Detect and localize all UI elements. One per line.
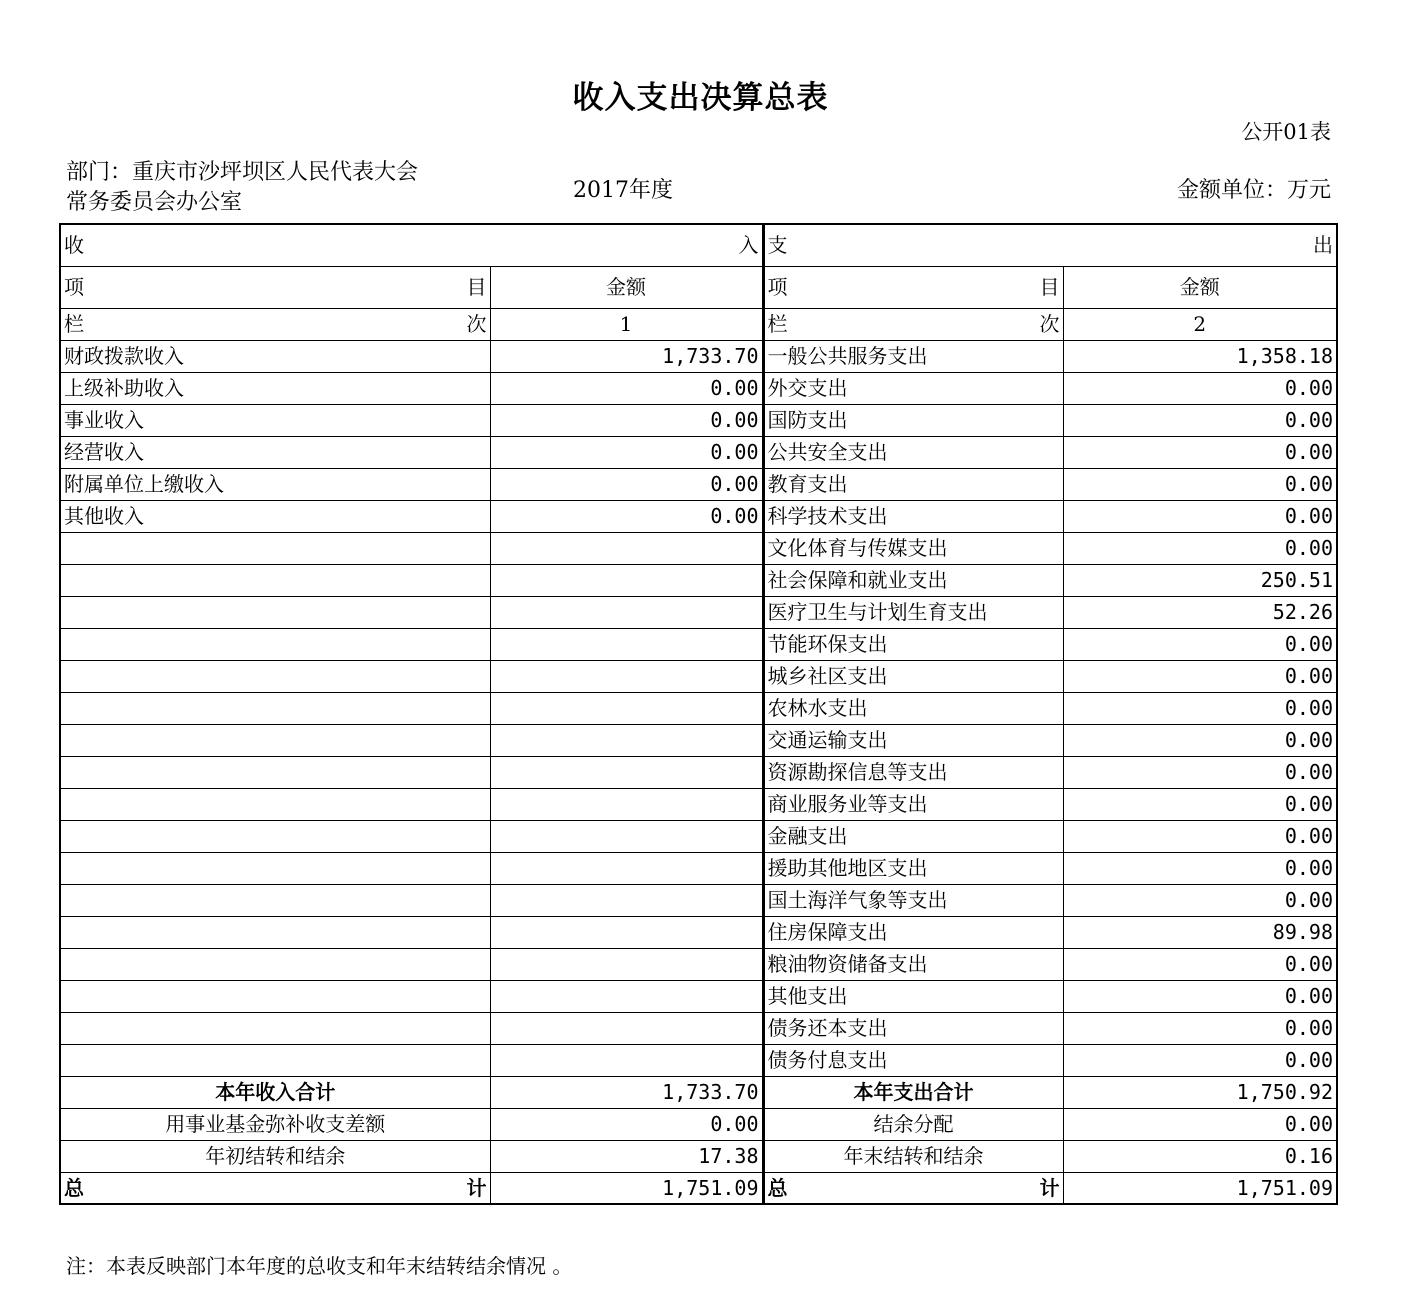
income-amount [490,724,763,756]
expense-amount: 0.00 [1063,1044,1337,1076]
section-header-row [60,224,1337,266]
income-item [60,1044,490,1076]
department-line-2: 常务委员会办公室 [66,190,243,215]
carryover-row [60,1140,1337,1172]
income-amount: 0.00 [490,500,763,532]
expense-amount: 0.00 [1063,468,1337,500]
income-total-label: 本年收入合计 [60,1076,490,1108]
income-item: 其他收入 [60,500,490,532]
expense-amount: 0.00 [1063,660,1337,692]
expense-item: 城乡社区支出 [763,660,1063,692]
expense-item: 社会保障和就业支出 [763,564,1063,596]
expense-amount: 0.00 [1063,884,1337,916]
expense-amount: 0.00 [1063,820,1337,852]
income-item [60,948,490,980]
income-item: 附属单位上缴收入 [60,468,490,500]
table-row [60,788,1337,820]
expense-amount: 52.26 [1063,596,1337,628]
ending-balance-label: 年末结转和结余 [763,1140,1063,1172]
income-amount [490,916,763,948]
income-amount [490,788,763,820]
expense-item: 粮油物资储备支出 [763,948,1063,980]
expense-total: 1,750.92 [1063,1076,1337,1108]
income-item: 事业收入 [60,404,490,436]
expense-amount: 0.00 [1063,404,1337,436]
expense-grand-total-label: 总 计 [763,1172,1063,1204]
income-amount [490,820,763,852]
income-item [60,756,490,788]
income-section-header: 收 入 [60,224,763,266]
fund-row [60,1108,1337,1140]
table-row [60,468,1337,500]
income-item: 经营收入 [60,436,490,468]
income-item [60,980,490,1012]
income-amount [490,756,763,788]
expense-amount: 250.51 [1063,564,1337,596]
expense-amount: 0.00 [1063,852,1337,884]
table-row [60,948,1337,980]
table-row [60,372,1337,404]
expense-section-header: 支 出 [763,224,1337,266]
expense-amount: 0.00 [1063,500,1337,532]
income-amount [490,532,763,564]
income-item [60,692,490,724]
table-row [60,404,1337,436]
income-item [60,628,490,660]
income-amount-header: 金额 [490,266,763,308]
table-row [60,532,1337,564]
table-row [60,852,1337,884]
income-amount: 0.00 [490,436,763,468]
table-number: 公开01表 [1241,120,1331,144]
expense-item: 住房保障支出 [763,916,1063,948]
income-item [60,532,490,564]
ending-balance-amount: 0.16 [1063,1140,1337,1172]
table-row [60,1012,1337,1044]
expense-item: 其他支出 [763,980,1063,1012]
expense-item: 商业服务业等支出 [763,788,1063,820]
income-item-header: 项 目 [60,266,490,308]
expense-amount: 0.00 [1063,436,1337,468]
expense-item: 交通运输支出 [763,724,1063,756]
expense-amount: 0.00 [1063,756,1337,788]
expense-item: 科学技术支出 [763,500,1063,532]
fiscal-year: 2017年度 [573,178,673,203]
income-item [60,564,490,596]
income-col-number: 1 [490,308,763,340]
expense-item: 国土海洋气象等支出 [763,884,1063,916]
total-row [60,1076,1337,1108]
income-item: 上级补助收入 [60,372,490,404]
table-row [60,660,1337,692]
table-row [60,628,1337,660]
income-item [60,820,490,852]
beginning-balance-amount: 17.38 [490,1140,763,1172]
expense-item: 援助其他地区支出 [763,852,1063,884]
income-amount: 0.00 [490,404,763,436]
income-amount [490,1044,763,1076]
surplus-distribution-amount: 0.00 [1063,1108,1337,1140]
table-row [60,340,1337,372]
column-index-row [60,308,1337,340]
expense-item: 文化体育与传媒支出 [763,532,1063,564]
amount-unit: 金额单位：万元 [1176,178,1331,203]
income-item [60,852,490,884]
income-amount [490,596,763,628]
table-row [60,724,1337,756]
expense-item: 教育支出 [763,468,1063,500]
expense-amount: 0.00 [1063,724,1337,756]
table-row [60,756,1337,788]
table-row [60,884,1337,916]
expense-amount: 0.00 [1063,692,1337,724]
income-index-label: 栏 次 [60,308,490,340]
expense-index-label: 栏 次 [763,308,1063,340]
page-title: 收入支出决算总表 [572,80,829,116]
income-amount [490,1012,763,1044]
expense-col-number: 2 [1063,308,1337,340]
table-row [60,500,1337,532]
income-item [60,916,490,948]
expense-item: 公共安全支出 [763,436,1063,468]
expense-amount: 1,358.18 [1063,340,1337,372]
income-expense-table [59,223,1338,1205]
expense-item: 债务还本支出 [763,1012,1063,1044]
expense-item: 外交支出 [763,372,1063,404]
income-amount [490,884,763,916]
table-row [60,596,1337,628]
table-row [60,916,1337,948]
income-item [60,884,490,916]
income-amount [490,980,763,1012]
surplus-distribution-label: 结余分配 [763,1108,1063,1140]
table-row [60,980,1337,1012]
expense-amount: 0.00 [1063,948,1337,980]
income-amount: 0.00 [490,468,763,500]
table-row [60,692,1337,724]
expense-amount: 89.98 [1063,916,1337,948]
fund-label: 用事业基金弥补收支差额 [60,1108,490,1140]
expense-amount: 0.00 [1063,1012,1337,1044]
income-item [60,660,490,692]
expense-item: 债务付息支出 [763,1044,1063,1076]
expense-item-header: 项 目 [763,266,1063,308]
income-amount [490,660,763,692]
income-amount [490,564,763,596]
expense-item: 一般公共服务支出 [763,340,1063,372]
expense-item: 国防支出 [763,404,1063,436]
expense-amount: 0.00 [1063,532,1337,564]
income-item [60,1012,490,1044]
column-header-row [60,266,1337,308]
expense-amount: 0.00 [1063,628,1337,660]
table-row [60,820,1337,852]
income-amount: 1,733.70 [490,340,763,372]
expense-item: 节能环保支出 [763,628,1063,660]
income-amount [490,948,763,980]
fund-amount: 0.00 [490,1108,763,1140]
income-amount [490,852,763,884]
expense-amount: 0.00 [1063,372,1337,404]
income-item: 财政拨款收入 [60,340,490,372]
income-grand-total: 1,751.09 [490,1172,763,1204]
expense-item: 农林水支出 [763,692,1063,724]
expense-grand-total: 1,751.09 [1063,1172,1337,1204]
expense-amount: 0.00 [1063,980,1337,1012]
income-amount: 0.00 [490,372,763,404]
expense-amount: 0.00 [1063,788,1337,820]
beginning-balance-label: 年初结转和结余 [60,1140,490,1172]
expense-item: 资源勘探信息等支出 [763,756,1063,788]
table-row [60,436,1337,468]
income-grand-total-label: 总 计 [60,1172,490,1204]
table-row [60,1044,1337,1076]
grand-total-row [60,1172,1337,1204]
income-item [60,596,490,628]
table-row [60,564,1337,596]
income-item [60,788,490,820]
expense-total-label: 本年支出合计 [763,1076,1063,1108]
department [66,158,486,218]
income-total: 1,733.70 [490,1076,763,1108]
expense-item: 金融支出 [763,820,1063,852]
income-amount [490,628,763,660]
expense-item: 医疗卫生与计划生育支出 [763,596,1063,628]
expense-amount-header: 金额 [1063,266,1337,308]
income-item [60,724,490,756]
footnote: 注：本表反映部门本年度的总收支和年末结转结余情况 。 [66,1254,573,1278]
income-amount [490,692,763,724]
department-line-1: 部门：重庆市沙坪坝区人民代表大会 [66,160,419,185]
